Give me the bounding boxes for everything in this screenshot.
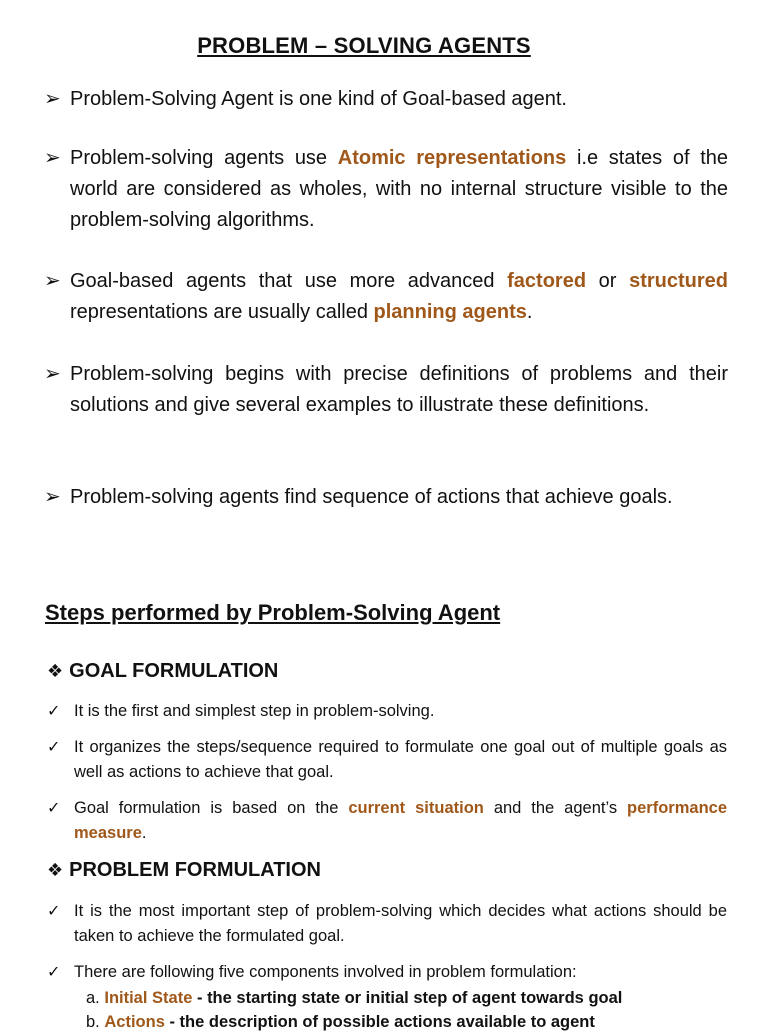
problem-item-1 bbox=[47, 899, 727, 949]
bullet-text: Problem-Solving Agent is one kind of Goal-based agent. bbox=[70, 88, 567, 110]
checkmark-icon: ✓ bbox=[47, 739, 61, 756]
goal-item-3 bbox=[47, 796, 727, 846]
text-run: Goal-based agents that use more advanced bbox=[70, 270, 508, 292]
item-text bbox=[74, 796, 727, 846]
arrow-bullet-icon: ➢ bbox=[44, 363, 61, 385]
highlight-initial-state: Initial State bbox=[104, 989, 193, 1007]
goal-formulation-heading bbox=[47, 660, 278, 683]
component-initial-state bbox=[86, 986, 622, 1010]
component-actions bbox=[86, 1010, 595, 1034]
item-text: It is the first and simplest step in problem-solving. bbox=[74, 702, 435, 720]
bullet-2 bbox=[44, 143, 728, 236]
heading-text: GOAL FORMULATION bbox=[69, 660, 279, 682]
heading-text: PROBLEM FORMULATION bbox=[69, 859, 321, 881]
highlight-performance-measure: performance measure bbox=[74, 799, 727, 842]
bullet-5 bbox=[44, 482, 728, 513]
text-run: i.e states of the world are considered as wholes, with no internal structure visible to the problem-solving algorithms. bbox=[70, 147, 728, 231]
text-run: . bbox=[526, 301, 533, 323]
bullet-4 bbox=[44, 359, 728, 421]
item-text: There are following five components involved in problem formulation: bbox=[74, 963, 577, 981]
highlight-factored: factored bbox=[507, 270, 587, 292]
text-run: Problem-solving agents use bbox=[70, 147, 338, 169]
text-run: and the agent’s bbox=[483, 799, 628, 817]
bullet-text bbox=[70, 143, 728, 236]
checkmark-icon: ✓ bbox=[47, 964, 61, 981]
list-marker: a. bbox=[86, 989, 105, 1007]
highlight-planning-agents: planning agents bbox=[373, 301, 527, 323]
page-title: PROBLEM – SOLVING AGENTS bbox=[197, 33, 531, 58]
bullet-text bbox=[70, 266, 728, 328]
steps-heading: Steps performed by Problem-Solving Agent bbox=[45, 600, 501, 625]
highlight-current-situation: current situation bbox=[348, 799, 484, 817]
component-description: the description of possible actions available to agent bbox=[179, 1013, 595, 1031]
checkmark-icon: ✓ bbox=[47, 703, 61, 720]
arrow-bullet-icon: ➢ bbox=[44, 486, 61, 508]
bullet-3 bbox=[44, 266, 728, 328]
problem-formulation-heading bbox=[47, 859, 321, 882]
text-run: or bbox=[586, 270, 630, 292]
text-run: Goal formulation is based on the bbox=[74, 799, 349, 817]
problem-item-2 bbox=[47, 960, 727, 985]
checkmark-icon: ✓ bbox=[47, 903, 61, 920]
highlight-actions: Actions bbox=[104, 1013, 165, 1031]
arrow-bullet-icon: ➢ bbox=[44, 270, 61, 292]
list-marker: b. bbox=[86, 1013, 105, 1031]
checkmark-icon: ✓ bbox=[47, 800, 61, 817]
item-text: It is the most important step of problem-solving which decides what actions should be taken to achieve the formulated goal. bbox=[74, 902, 727, 945]
bullet-text: Problem-solving begins with precise definitions of problems and their solutions and give several examples to illustrate these definitions. bbox=[70, 363, 728, 416]
component-description: the starting state or initial step of agent towards goal bbox=[207, 989, 623, 1007]
goal-item-2 bbox=[47, 735, 727, 785]
arrow-bullet-icon: ➢ bbox=[44, 88, 61, 110]
highlight-structured: structured bbox=[629, 270, 728, 292]
highlight-atomic-representations: Atomic representations bbox=[337, 147, 567, 169]
diamond-bullet-icon: ❖ bbox=[47, 661, 64, 681]
arrow-bullet-icon: ➢ bbox=[44, 147, 61, 169]
text-run: . bbox=[141, 824, 147, 842]
diamond-bullet-icon: ❖ bbox=[47, 860, 64, 880]
item-text: It organizes the steps/sequence required to formulate one goal out of multiple goals as well as actions to achieve that goal. bbox=[74, 738, 727, 781]
goal-item-1 bbox=[47, 699, 727, 724]
separator: - bbox=[164, 1013, 180, 1031]
bullet-1 bbox=[44, 84, 728, 115]
text-run: representations are usually called bbox=[70, 301, 374, 323]
bullet-text: Problem-solving agents find sequence of actions that achieve goals. bbox=[70, 486, 673, 508]
separator: - bbox=[192, 989, 208, 1007]
